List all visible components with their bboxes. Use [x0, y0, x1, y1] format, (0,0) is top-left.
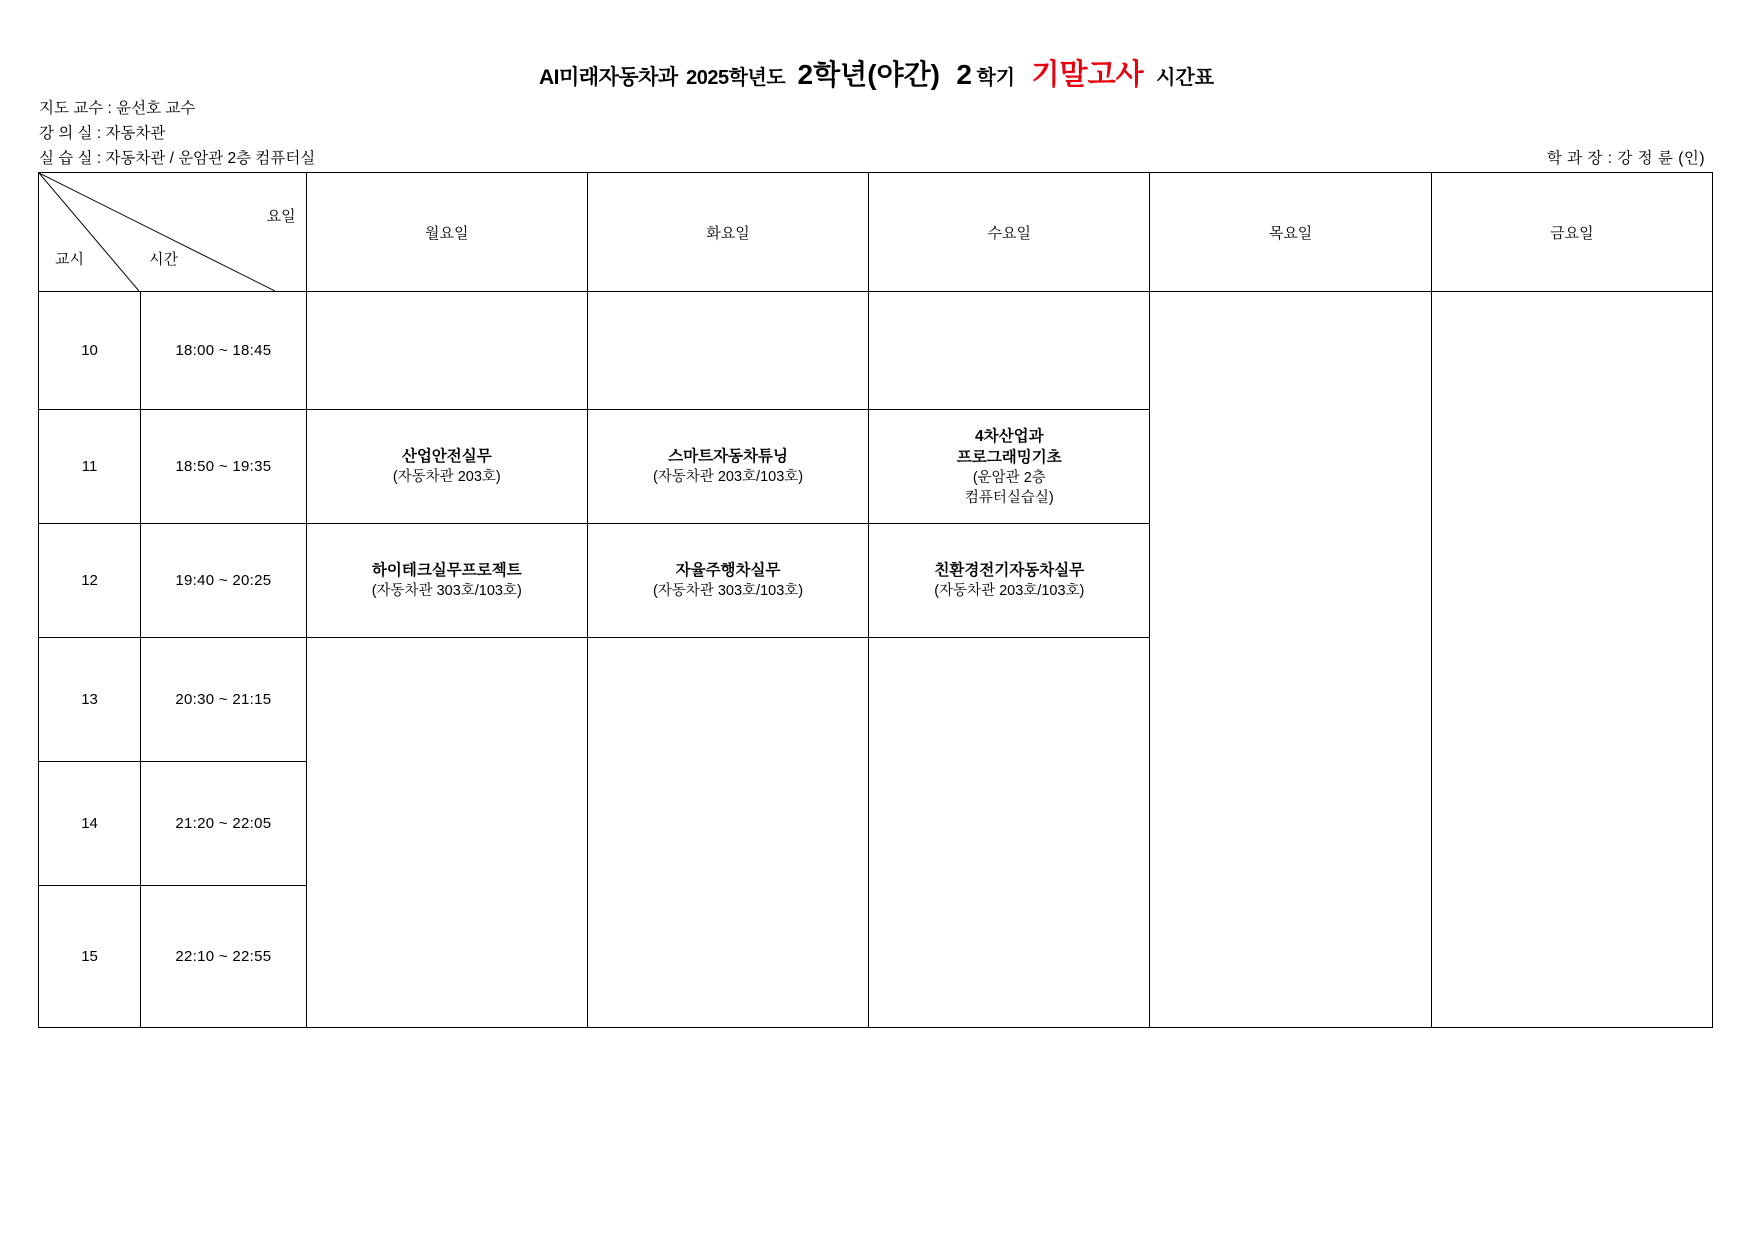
class-room: (자동차관 303호/103호)	[371, 583, 522, 599]
period-number: 15	[39, 886, 141, 1028]
class-cell-tue-empty[interactable]	[587, 638, 868, 1028]
corner-period-label: 교시	[55, 251, 84, 268]
info-professor: 지도 교수 : 윤선호 교수	[39, 100, 196, 117]
day-header-wednesday: 수요일	[869, 173, 1150, 292]
title-exam-type: 기말고사	[1031, 59, 1144, 91]
class-cell-mon-10[interactable]	[306, 292, 587, 410]
day-header-tuesday: 화요일	[587, 173, 868, 292]
department-head: 학 과 장 : 강 정 륜 (인)	[1546, 150, 1705, 167]
period-time: 18:50 ~ 19:35	[141, 410, 307, 524]
class-subject: 자율주행차실무	[675, 562, 781, 579]
class-cell-wed-10[interactable]	[869, 292, 1150, 410]
class-cell-mon-11[interactable]	[306, 410, 587, 524]
period-number: 12	[39, 524, 141, 638]
class-cell-tue-12[interactable]	[587, 524, 868, 638]
class-subject: 하이테크실무프로젝트	[371, 562, 522, 579]
corner-day-label: 요일	[266, 208, 296, 225]
class-cell-tue-11[interactable]	[587, 410, 868, 524]
class-cell-mon-12[interactable]	[306, 524, 587, 638]
day-header-monday: 월요일	[306, 173, 587, 292]
period-number: 14	[39, 762, 141, 886]
class-cell-fri[interactable]	[1431, 292, 1712, 1028]
class-subject: 산업안전실무	[401, 448, 492, 465]
class-cell-mon-empty[interactable]	[306, 638, 587, 1028]
title-year: 2025학년도	[686, 67, 786, 89]
class-subject: 친환경전기자동차실무	[934, 562, 1085, 579]
title-semester-num: 2	[956, 59, 972, 90]
class-subject: 스마트자동차튜닝	[668, 448, 788, 465]
page-title	[0, 0, 1753, 93]
corner-time-label: 시간	[149, 251, 178, 268]
class-room: (자동차관 203호)	[392, 469, 501, 485]
corner-header-cell	[39, 173, 307, 292]
title-suffix: 시간표	[1156, 67, 1215, 89]
class-room: (자동차관 203호/103호)	[934, 583, 1085, 599]
timetable-container	[38, 172, 1713, 1028]
timetable	[38, 172, 1713, 1028]
period-time: 20:30 ~ 21:15	[141, 638, 307, 762]
period-number: 11	[39, 410, 141, 524]
class-cell-wed-12[interactable]	[869, 524, 1150, 638]
class-room: (자동차관 203호/103호)	[652, 469, 804, 485]
course-info-block	[39, 96, 315, 171]
class-cell-tue-10[interactable]	[587, 292, 868, 410]
table-row	[39, 292, 1713, 410]
title-grade: 2학년(야간)	[797, 59, 940, 90]
info-lab-room: 실 습 실 : 자동차관 / 운암관 2층 컴퓨터실	[39, 150, 316, 167]
info-lecture-room: 강 의 실 : 자동차관	[39, 125, 166, 142]
title-department: AI미래자동차과	[538, 66, 678, 89]
class-cell-thu[interactable]	[1150, 292, 1431, 1028]
class-subject: 4차산업과 프로그래밍기초	[956, 427, 1062, 466]
class-cell-wed-11[interactable]	[869, 410, 1150, 524]
period-number: 10	[39, 292, 141, 410]
day-header-thursday: 목요일	[1150, 173, 1431, 292]
class-room: (자동차관 303호/103호)	[652, 583, 804, 599]
class-cell-wed-empty[interactable]	[869, 638, 1150, 1028]
period-time: 21:20 ~ 22:05	[141, 762, 307, 886]
diagonal-divider-icon	[39, 173, 275, 291]
title-semester: 학기	[976, 67, 1016, 89]
table-header-row	[39, 173, 1713, 292]
day-header-friday: 금요일	[1431, 173, 1712, 292]
period-number: 13	[39, 638, 141, 762]
class-room: (운암관 2층 컴퓨터실습실)	[964, 469, 1054, 506]
period-time: 22:10 ~ 22:55	[141, 886, 307, 1028]
period-time: 18:00 ~ 18:45	[141, 292, 307, 410]
period-time: 19:40 ~ 20:25	[141, 524, 307, 638]
